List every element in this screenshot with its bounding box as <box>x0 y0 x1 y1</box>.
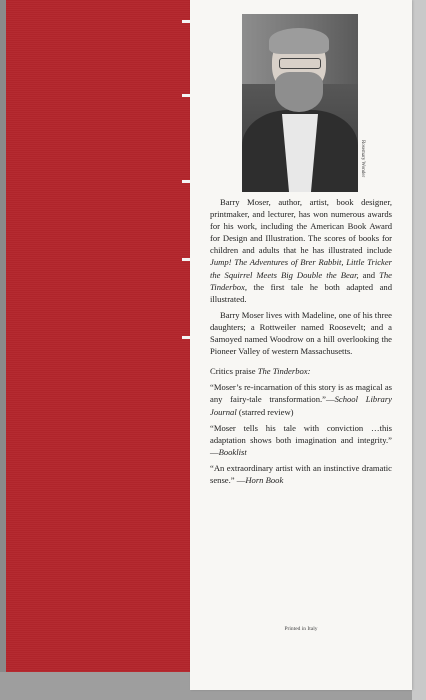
bio-paragraph: Barry Moser, author, artist, book designer, printmaker, and lecturer, has won numerous awards for his work, including the American Book Award for Design and Illustration. The scores of books for children and adults that he has illustrated include Jump! The Adventures of Brer Rabbit, Little Tricker the Squirrel Meets Big Double the Bear, and The Tinderbox, the first tale he both adapted and illustrated. <box>210 197 392 304</box>
flap-edge-notch <box>182 336 190 339</box>
glasses-icon <box>279 58 321 69</box>
review-quote: “An extraordinary artist with an instinctive dramatic sense.” —Horn Book <box>210 462 392 485</box>
photo-credit: Rosemary Wonder <box>360 140 365 178</box>
dust-jacket-flap <box>190 0 412 690</box>
flap-edge-notch <box>182 94 190 97</box>
critics-heading: Critics praise The Tinderbox: <box>210 366 311 377</box>
red-cover-board <box>0 0 196 672</box>
review-quote: “Moser’s re-incarnation of this story is as magical as any fairy-tale transformation.”—School Library Journal (starred review) <box>210 382 392 417</box>
review-quote: “Moser tells his tale with conviction …this adaptation shows both imagination and integrity.” —Booklist <box>210 422 392 457</box>
flap-edge-notch <box>182 20 190 23</box>
flap-copy <box>210 196 392 490</box>
spine-edge <box>0 0 6 700</box>
printed-in: Printed in Italy <box>284 626 318 632</box>
flap-edge-notch <box>182 258 190 261</box>
residence-paragraph: Barry Moser lives with Madeline, one of his three daughters; a Rottweiler named Roosevelt; and a Samoyed named Woodrow on a hill overlooking the Pioneer Valley of western Massachusetts. <box>210 309 392 357</box>
flap-edge-notch <box>182 180 190 183</box>
back-cover-edge <box>412 0 426 700</box>
author-photo <box>242 14 358 192</box>
